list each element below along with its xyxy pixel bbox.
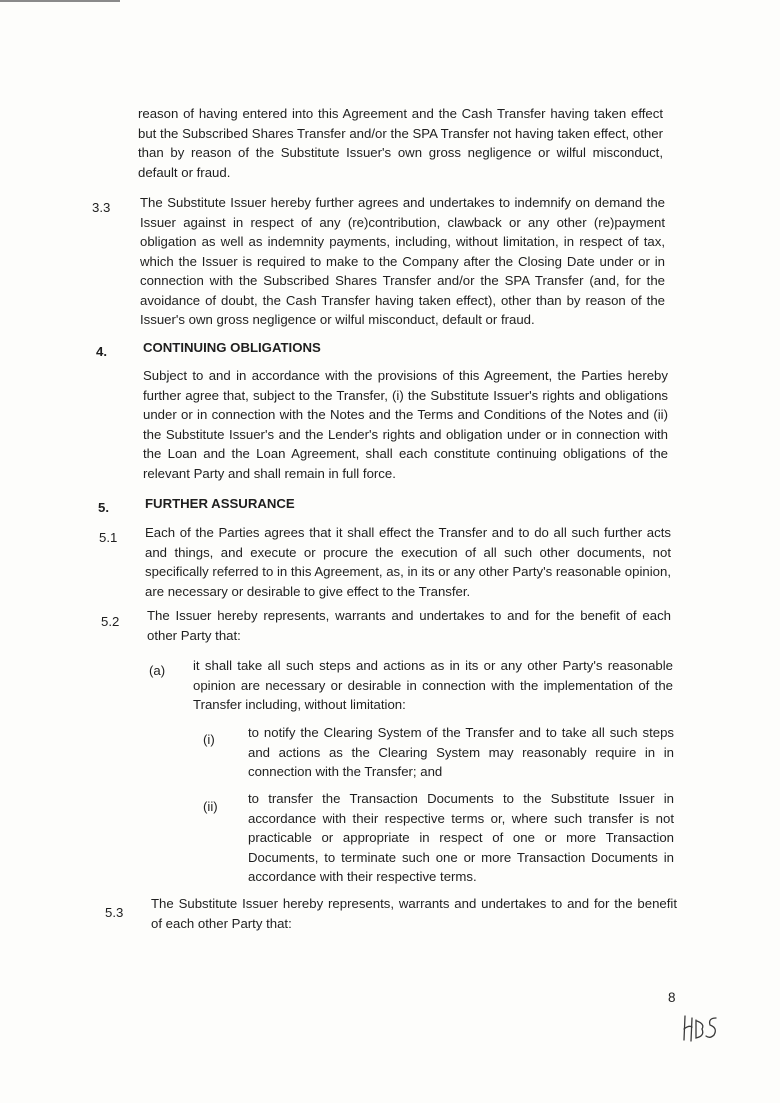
clause-5-3-number: 5.3 bbox=[105, 905, 124, 920]
item-ii-label: (ii) bbox=[203, 799, 218, 814]
item-i-text: to notify the Clearing System of the Transfer and to take all such steps and actions as the Clearing System may reasonably require in in connection with the Transfer; and bbox=[248, 725, 674, 779]
handwritten-initials bbox=[680, 1010, 726, 1046]
continuation-paragraph: reason of having entered into this Agreement and the Cash Transfer having taken effect but the Subscribed Shares Transfer and/or the SPA Transfer not having taken effect, other than by reason of the Substitute Issuer's own gross negligence or wilful misconduct, default or fraud. bbox=[138, 106, 663, 180]
clause-3-3-number: 3.3 bbox=[92, 200, 111, 215]
item-ii-text: to transfer the Transaction Documents to the Substitute Issuer in accordance with their respective terms or, where such transfer is not practicable or appropriate in respect of one or more Transaction Documents, to terminate such one or more Transaction Documents in accordance with their respective terms. bbox=[248, 791, 674, 884]
page-number: 8 bbox=[668, 990, 676, 1005]
section-4-text: Subject to and in accordance with the provisions of this Agreement, the Parties hereby further agree that, subject to the Transfer, (i) the Substitute Issuer's rights and obligations under or in connection with the Notes and the Terms and Conditions of the Notes and (ii) the Substitute Issuer's and the Lender's rights and obligation under or in connection with the Loan and the Loan Agreement, shall each constitute continuing obligations of the relevant Party and shall remain in full force. bbox=[143, 368, 668, 481]
item-i-label: (i) bbox=[203, 732, 215, 747]
item-a-label: (a) bbox=[149, 663, 166, 678]
section-4-number: 4. bbox=[96, 344, 107, 359]
clause-5-2-text: The Issuer hereby represents, warrants and undertakes to and for the benefit of each other Party that: bbox=[147, 608, 671, 643]
scan-edge-line bbox=[0, 0, 120, 2]
clause-5-3-text: The Substitute Issuer hereby represents, warrants and undertakes to and for the benefit of each other Party that: bbox=[151, 896, 677, 931]
clause-3-3-text: The Substitute Issuer hereby further agrees and undertakes to indemnify on demand the Issuer against in respect of any (re)contribution, clawback or any other (re)payment obligation as well as indemnity payments, including, without limitation, in respect of tax, which the Issuer is required to make to the Company after the Closing Date under or in connection with the Subscribed Shares Transfer and/or the SPA Transfer (and, for the avoidance of doubt, the Cash Transfer having taken effect), other than by reason of the Issuer's own gross negligence or wilful misconduct, default or fraud. bbox=[140, 195, 665, 327]
section-4-title: CONTINUING OBLIGATIONS bbox=[143, 340, 321, 355]
clause-5-1-text: Each of the Parties agrees that it shall effect the Transfer and to do all such further acts and things, and execute or procure the execution of all such other documents, not specifically referred to in this Agreement, as, in its or any other Party's reasonable opinion, are necessary or desirable to give effect to the Transfer. bbox=[145, 525, 671, 599]
section-5-title: FURTHER ASSURANCE bbox=[145, 496, 295, 511]
clause-5-1-number: 5.1 bbox=[99, 530, 118, 545]
section-5-number: 5. bbox=[98, 500, 109, 515]
item-a-text: it shall take all such steps and actions as in its or any other Party's reasonable opinion are necessary or desirable in connection with the implementation of the Transfer including, without limitation: bbox=[193, 658, 673, 712]
clause-5-2-number: 5.2 bbox=[101, 614, 120, 629]
